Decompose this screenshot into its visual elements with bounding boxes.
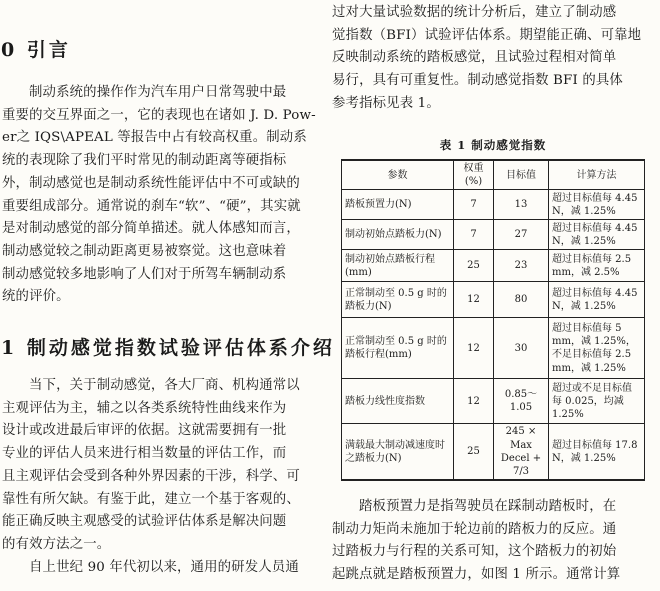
text-line: 过对大量试验数据的统计分析后，建立了制动感 [332, 5, 617, 20]
section-heading-bfi-system: 1 制动感觉指数试验评估体系介绍 [1, 337, 335, 359]
table-cell: 满载最大制动减速度时之踏板力(N) [342, 424, 454, 480]
table-cell: 27 [494, 220, 549, 250]
text-line: 重要组成部分。通常说的刹车“软”、“硬”，其实就 [2, 198, 301, 214]
text-line: 制动系统的操作作为汽车用户日常驾驶中最 [29, 85, 287, 100]
text-line: 靠性有所欠缺。有鉴于此，建立一个基于客观的、 [2, 491, 300, 507]
table-row [342, 220, 645, 250]
text-line: 且主观评估会受到各种外界因素的干涉，科学、可 [2, 468, 300, 484]
text-line: 统的评价。 [2, 289, 70, 305]
text-line: 主观评估为主，辅之以各类系统特性曲线来作为 [2, 400, 287, 416]
text-line: 自上世纪 90 年代初以来，通用的研发人员通 [29, 560, 299, 575]
pedal-preload-paragraph [330, 496, 620, 587]
section-heading-introduction: 0 引言 [1, 39, 71, 61]
table-header-cell: 目标值 [494, 160, 549, 190]
text-line: 统的表现除了我们平时常见的制动距离等硬指标 [2, 153, 287, 169]
text-line: 是对制动感觉的部分简单描述。就人体感知而言， [2, 221, 300, 237]
table-cell: 12 [454, 318, 494, 379]
table-cell: 超过目标值每 17.8 N，减 1.25% [549, 424, 645, 480]
introduction-paragraph [0, 82, 316, 309]
table-cell: 超过或不足目标值每 0.025，均减 1.25% [549, 379, 645, 424]
table-cell: 正常制动至 0.5 g 时的踏板行程(mm) [342, 318, 454, 379]
table-caption: 表 1 制动感觉指数 [439, 138, 547, 152]
table-cell: 超过目标值每 4.45 N，减 1.25% [549, 282, 645, 318]
text-line: 能正确反映主观感受的试验评估体系是解决问题 [2, 514, 287, 530]
bfi-system-paragraph [0, 375, 300, 557]
table-row [342, 282, 645, 318]
text-line: 当下，关于制动感觉，各大厂商、机构通常以 [29, 378, 300, 393]
table-cell: 超过目标值每 5 mm，减 1.25%，不足目标值每 2.5 mm，减 1.25% [549, 318, 645, 379]
text-line: 参考指标见表 1。 [332, 95, 440, 111]
table-cell: 12 [454, 282, 494, 318]
table-row [342, 379, 645, 424]
text-line: 起跳点就是踏板预置力，如图 1 所示。通常计算 [332, 567, 621, 583]
table-cell: 23 [494, 250, 549, 282]
table-header-cell: 权重(%) [454, 160, 494, 190]
text-line: 易行，具有可重复性。制动感觉指数 BFI 的具体 [332, 73, 623, 89]
table-header-cell: 参数 [342, 160, 454, 190]
table-row [342, 250, 645, 282]
table-cell: 12 [454, 379, 494, 424]
table-cell: 制动初始点踏板行程(mm) [342, 250, 454, 282]
table-row [342, 190, 645, 220]
table-cell: 80 [494, 282, 549, 318]
text-line: er之 IQS\APEAL 等报告中占有较高权重。制动系 [2, 130, 307, 146]
table-cell: 0.85～1.05 [494, 379, 549, 424]
text-line: 重要的交互界面之一，它的表现也在诸如 J. D. Pow- [2, 107, 316, 123]
table-cell: 超过目标值每 2.5 mm，减 2.5% [549, 250, 645, 282]
bfi-table [341, 159, 645, 481]
text-line: 的有效方法之一。 [2, 536, 111, 552]
table-cell: 13 [494, 190, 549, 220]
table-cell: 超过目标值每 4.45 N，减 1.25% [549, 220, 645, 250]
text-line: 外，制动感觉也是制动系统性能评估中不可或缺的 [2, 175, 300, 191]
table-row [342, 318, 645, 379]
text-line: 设计或改进最后审评的依据。这就需要拥有一批 [2, 423, 287, 439]
table-cell: 7 [454, 190, 494, 220]
bfi-intro-paragraph [330, 2, 641, 116]
text-line: 反映制动系统的踏板感觉，且试验过程相对简单 [332, 50, 617, 66]
table-header-row [342, 160, 645, 190]
text-line: 制动感觉较之制动距离更易被察觉。这也意味着 [2, 243, 287, 259]
text-line: 觉指数（BFI）试验评估体系。期望能正确、可靠地 [332, 27, 642, 43]
table-cell: 踏板力线性度指数 [342, 379, 454, 424]
history-paragraph-start [0, 557, 299, 580]
table-cell: 制动初始点踏板力(N) [342, 220, 454, 250]
text-line: 踏板预置力是指驾驶员在踩制动踏板时，在 [359, 499, 617, 514]
text-line: 专业的评估人员来进行相当数量的评估工作，而 [2, 446, 287, 462]
text-line: 制动力矩尚未施加于轮边前的踏板力的反应。通 [332, 521, 617, 537]
text-line: 过踏板力与行程的关系可知，这个踏板力的初始 [332, 544, 617, 560]
table-cell: 超过目标值每 4.45 N，减 1.25% [549, 190, 645, 220]
table-header-cell: 计算方法 [549, 160, 645, 190]
table-body [342, 190, 645, 480]
text-line: 制动感觉较多地影响了人们对于所驾车辆制动系 [2, 266, 287, 282]
table-cell: 30 [494, 318, 549, 379]
table-cell: 25 [454, 424, 494, 480]
table-cell: 7 [454, 220, 494, 250]
table-cell: 正常制动至 0.5 g 时的踏板力(N) [342, 282, 454, 318]
table-cell: 245 × Max Decel + 7/3 [494, 424, 549, 480]
table-cell: 25 [454, 250, 494, 282]
table-cell: 踏板预置力(N) [342, 190, 454, 220]
table-row [342, 424, 645, 480]
